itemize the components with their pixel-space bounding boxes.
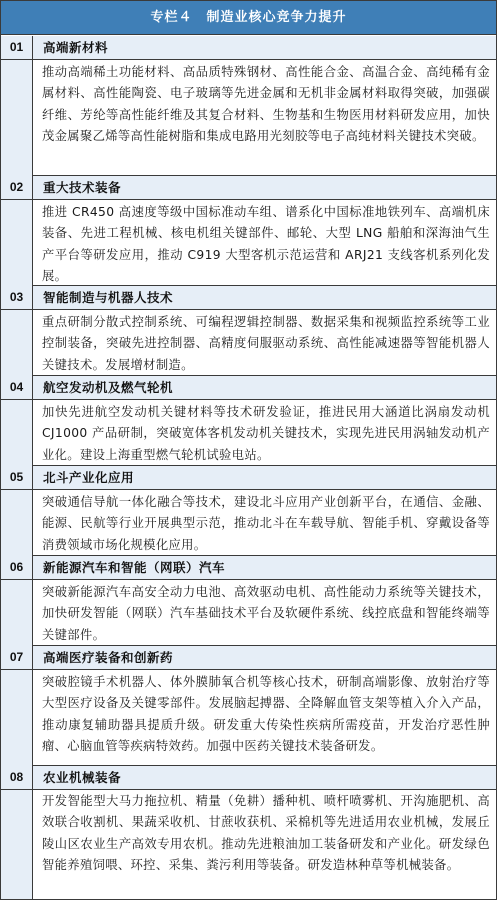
section-number: 02 bbox=[1, 176, 33, 199]
section-title: 重大技术装备 bbox=[43, 180, 122, 195]
number-column bbox=[1, 670, 33, 766]
section-02 bbox=[1, 176, 496, 286]
section-header bbox=[1, 176, 496, 200]
section-body-row bbox=[1, 60, 496, 176]
section-body-row bbox=[1, 400, 496, 466]
section-title: 农业机械装备 bbox=[43, 770, 122, 785]
section-body-row bbox=[1, 200, 496, 286]
section-number: 01 bbox=[1, 36, 33, 59]
number-column bbox=[1, 200, 33, 286]
section-body-row bbox=[1, 580, 496, 646]
section-header bbox=[1, 556, 496, 580]
section-body: 推动高端稀土功能材料、高品质特殊钢材、高性能合金、高温合金、高纯稀有金属材料、高性能陶瓷、电子玻璃等先进金属和无机非金属材料取得突破，加强碳纤维、芳纶等高性能纤维及其复合材料、生物基和生物医用材料研发应用，加快茂金属聚乙烯等高性能树脂和集成电路用光刻胶等电子高纯材料关键技术突破。 bbox=[42, 65, 490, 144]
section-header bbox=[1, 286, 496, 310]
section-header bbox=[1, 36, 496, 60]
number-column bbox=[1, 490, 33, 556]
section-number: 07 bbox=[1, 646, 33, 669]
section-body: 推进 CR450 高速度等级中国标准动车组、谱系化中国标准地铁列车、高端机床装备、先进工程机械、核电机组关键部件、邮轮、大型 LNG 船舶和深海油气生产平台等研发应用，推动 C919 大型客机示范运营和 ARJ21 支线客机系列化发展。 bbox=[42, 205, 490, 284]
section-body-row bbox=[1, 310, 496, 376]
section-body: 突破新能源汽车高安全动力电池、高效驱动电机、高性能动力系统等关键技术，加快研发智能（网联）汽车基础技术平台及软硬件系统、线控底盘和智能终端等关键部件。 bbox=[42, 585, 490, 642]
section-title: 新能源汽车和智能（网联）汽车 bbox=[43, 560, 226, 575]
section-05 bbox=[1, 466, 496, 556]
section-header bbox=[1, 376, 496, 400]
section-number: 08 bbox=[1, 766, 33, 789]
section-title: 智能制造与机器人技术 bbox=[43, 290, 174, 305]
section-08 bbox=[1, 766, 496, 899]
section-title: 高端医疗装备和创新药 bbox=[43, 650, 174, 665]
number-column bbox=[1, 400, 33, 466]
section-body: 重点研制分散式控制系统、可编程逻辑控制器、数据采集和视频监控系统等工业控制装备，突破先进控制器、高精度伺服驱动系统、高性能减速器等智能机器人关键技术。发展增材制造。 bbox=[42, 315, 490, 372]
section-body: 突破腔镜手术机器人、体外膜肺氧合机等核心技术，研制高端影像、放射治疗等大型医疗设备及关键零部件。发展脑起搏器、全降解血管支架等植入介入产品，推动康复辅助器具提质升级。研发重大传染性疾病所需疫苗，开发治疗恶性肿瘤、心脑血管等疾病特效药。加强中医药关键技术装备研发。 bbox=[42, 675, 490, 754]
section-body: 加快先进航空发动机关键材料等技术研发验证，推进民用大涵道比涡扇发动机 CJ1000 产品研制，突破宽体客机发动机关键技术，实现先进民用涡轴发动机产业化。建设上海重型燃气轮机试验电站。 bbox=[42, 405, 490, 462]
section-number: 06 bbox=[1, 556, 33, 579]
section-title: 航空发动机及燃气轮机 bbox=[43, 380, 174, 395]
section-number: 04 bbox=[1, 376, 33, 399]
section-04 bbox=[1, 376, 496, 466]
number-column bbox=[1, 60, 33, 176]
section-title: 北斗产业化应用 bbox=[43, 470, 135, 485]
section-header bbox=[1, 466, 496, 490]
number-column bbox=[1, 790, 33, 899]
number-column bbox=[1, 310, 33, 376]
section-body-row bbox=[1, 490, 496, 556]
section-number: 03 bbox=[1, 286, 33, 309]
section-body: 开发智能型大马力拖拉机、精量（免耕）播种机、喷杆喷雾机、开沟施肥机、高效联合收割机、果蔬采收机、甘蔗收获机、采棉机等先进适用农业机械，发展丘陵山区农业生产高效专用农机。推动先进粮油加工装备研发和产业化。研发绿色智能养殖饲喂、环控、采集、粪污利用等装备。研发造林种草等机械装备。 bbox=[42, 794, 490, 873]
section-body-row bbox=[1, 670, 496, 766]
number-column bbox=[1, 580, 33, 646]
section-number: 05 bbox=[1, 466, 33, 489]
section-body: 突破通信导航一体化融合等技术，建设北斗应用产业创新平台，在通信、金融、能源、民航等行业开展典型示范，推动北斗在车载导航、智能手机、穿戴设备等消费领域市场化规模化应用。 bbox=[42, 495, 490, 552]
section-header bbox=[1, 766, 496, 790]
column-title: 专栏４ 制造业核心竞争力提升 bbox=[1, 1, 496, 35]
section-01 bbox=[1, 36, 496, 176]
section-07 bbox=[1, 646, 496, 766]
section-03 bbox=[1, 286, 496, 376]
section-body-row bbox=[1, 790, 496, 899]
section-header bbox=[1, 646, 496, 670]
section-06 bbox=[1, 556, 496, 646]
section-title: 高端新材料 bbox=[43, 40, 109, 55]
